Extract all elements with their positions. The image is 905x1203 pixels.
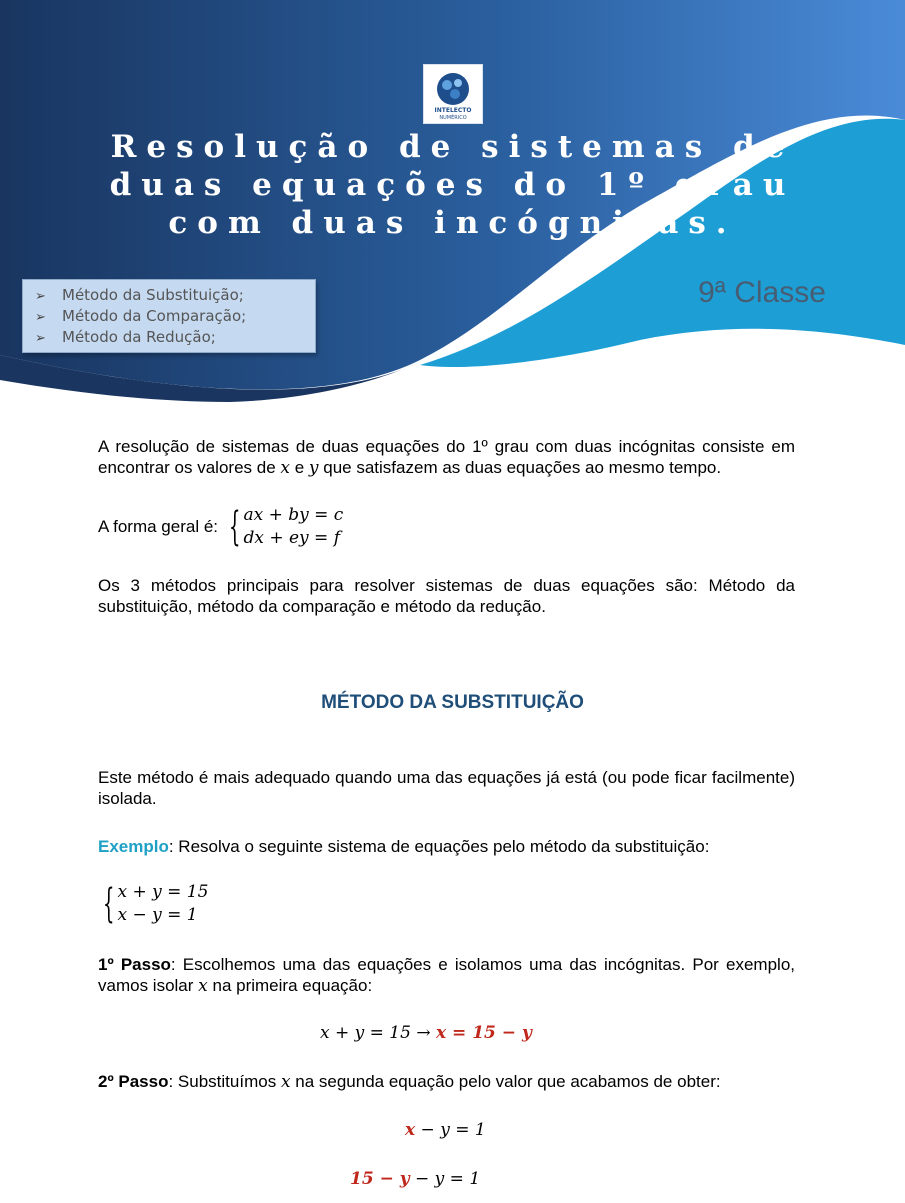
step1-equation <box>320 1023 532 1043</box>
step-text: na segunda equação pelo valor que acabamos de obter: <box>295 1072 721 1091</box>
method-label: Método da Comparação; <box>62 307 247 325</box>
equation: ax + by = c <box>243 505 344 525</box>
equation-substituted: x <box>405 1120 416 1140</box>
intro-paragraph <box>98 436 795 479</box>
grade-badge: 9ª Classe <box>654 262 900 326</box>
example-system <box>96 881 208 927</box>
logo-text-2: NUMÉRICO <box>439 115 467 121</box>
list-item <box>35 327 315 348</box>
equation: x + y = 15 <box>117 882 209 902</box>
var-x: x <box>198 976 208 996</box>
method-label: Método da Substituição; <box>62 286 244 304</box>
equation-rest: − y = 1 <box>415 1169 481 1189</box>
equation-rest: − y = 1 <box>420 1120 486 1140</box>
equation-left: x + y = 15 → <box>320 1023 431 1043</box>
intro-text: A resolução de sistemas de duas equações do 1º grau com duas incógnitas consiste em encontrar os valores de <box>98 437 795 477</box>
brain-logo-icon <box>424 65 482 123</box>
step2-paragraph <box>98 1071 795 1093</box>
methods-list-box <box>22 279 316 353</box>
logo-text-1: INTELECTO <box>434 107 472 114</box>
example-paragraph <box>98 836 795 857</box>
step1-paragraph <box>98 954 795 997</box>
step-text: : Substituímos <box>168 1072 277 1091</box>
step-text: : Escolhemos uma das equações e isolamos uma das incógnitas. Por exemplo, vamos isolar <box>98 955 795 995</box>
example-equations <box>117 881 208 927</box>
var-y: y <box>308 458 319 478</box>
var-x: x <box>280 458 290 478</box>
intro-text: que satisfazem as duas equações ao mesmo tempo. <box>323 458 722 477</box>
intro-text: e <box>294 458 305 477</box>
equation: dx + ey = f <box>243 528 340 548</box>
example-label: Exemplo <box>98 837 169 856</box>
list-item <box>35 285 315 306</box>
arrow-bullet-icon: ➢ <box>35 310 46 325</box>
step-label: 2º Passo <box>98 1072 169 1091</box>
step-text: na primeira equação: <box>212 976 373 995</box>
general-form-label: A forma geral é: <box>98 517 219 536</box>
brace-icon: { <box>229 504 241 550</box>
equation-result: x = 15 − y <box>435 1023 532 1043</box>
step-label: 1º Passo <box>98 955 171 974</box>
method-label: Método da Redução; <box>62 328 216 346</box>
example-text: : Resolva o seguinte sistema de equações pelo método da substituição: <box>168 837 710 856</box>
equation-substituted: 15 − y <box>350 1169 410 1189</box>
method-description: Este método é mais adequado quando uma das equações já está (ou pode ficar facilmente) isolada. <box>98 768 795 808</box>
arrow-bullet-icon: ➢ <box>35 331 46 346</box>
step2-equation-1 <box>405 1120 486 1140</box>
arrow-bullet-icon: ➢ <box>35 289 46 304</box>
var-x: x <box>280 1072 291 1092</box>
list-item <box>35 306 315 327</box>
methods-paragraph: Os 3 métodos principais para resolver sistemas de duas equações são: Método da substituição, método da comparação e método da redução. <box>98 576 795 616</box>
logo <box>423 64 483 124</box>
brace-icon: { <box>102 881 115 927</box>
general-form <box>98 504 343 550</box>
general-form-equations <box>243 504 343 550</box>
step2-equation-2 <box>350 1169 480 1189</box>
section-title: MÉTODO DA SUBSTITUIÇÃO <box>321 692 584 713</box>
equation: x − y = 1 <box>117 905 198 925</box>
page-title: Resolução de sistemas de duas equações do 1º grau com duas incógnitas. <box>109 129 796 241</box>
